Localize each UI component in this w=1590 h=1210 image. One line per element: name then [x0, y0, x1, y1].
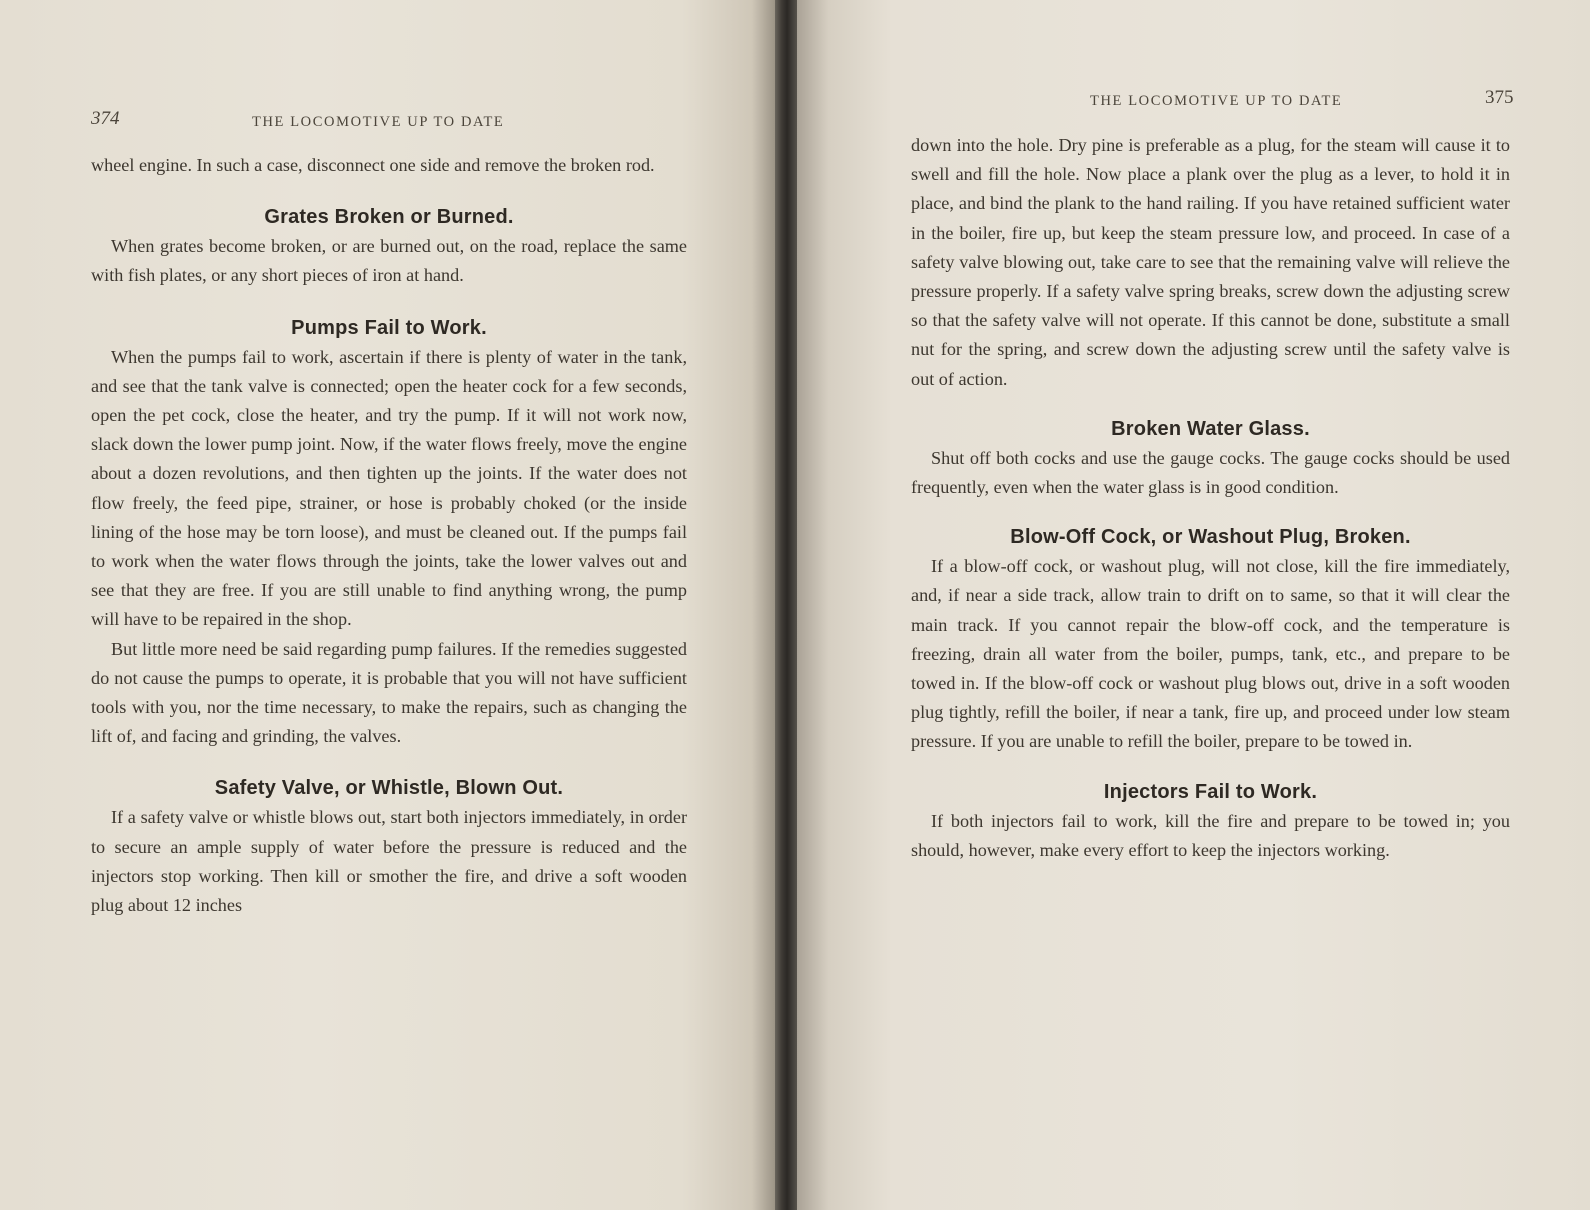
- right-running-head-title: THE LOCOMOTIVE UP TO DATE: [1090, 93, 1343, 109]
- left-page-body: [91, 151, 687, 920]
- section-paragraph-water-glass: Shut off both cocks and use the gauge cocks. The gauge cocks should be used frequently, even when the water glass is in good condition.: [911, 447, 1510, 498]
- left-page-number: 374: [91, 108, 120, 129]
- section-paragraph-safety-valve: If a safety valve or whistle blows out, start both injectors immediately, in order to secure an ample supply of water before the pressure is reduced and the injectors stop working. Then kill or smother the fire, and drive a soft wooden plug about 12 inches: [91, 807, 687, 916]
- left-page: [0, 0, 775, 1210]
- section-paragraph-blow-off-cock: If a blow-off cock, or washout plug, will not close, kill the fire immediately, and, if near a side track, allow train to drift on to same, so that it will clear the main track. If you cannot repair the blow-off cock, and the temperature is freezing, drain all water from the boiler, pumps, tank, etc., and prepare to be towed in. If the blow-off cock or washout plug blows out, drive in a soft wooden plug tightly, refill the boiler, if near a tank, fire up, and proceed under low steam pressure. If you are unable to refill the boiler, prepare to be towed in.: [911, 556, 1510, 752]
- section-paragraph-grates: When grates become broken, or are burned out, on the road, replace the same with fish plates, or any short pieces of iron at hand.: [91, 236, 687, 286]
- section-heading-grates: Grates Broken or Burned.: [264, 206, 514, 229]
- section-heading-blow-off-cock: Blow-Off Cock, or Washout Plug, Broken.: [1010, 526, 1411, 549]
- section-heading-safety-valve: Safety Valve, or Whistle, Blown Out.: [214, 777, 564, 800]
- right-opening-paragraph: down into the hole. Dry pine is preferable as a plug, for the steam will cause it to swell and fill the hole. Now place a plank over the plug as a lever, to hold it in place, and bind the plank to the hand railing. If you have retained sufficient water in the boiler, fire up, but keep the steam pressure low, and proceed. In case of a safety valve blowing out, take care to see that the remaining valve will relieve the pressure properly. If a safety valve spring breaks, screw down the adjusting screw so that the safety valve will not operate. If this cannot be done, substitute a small nut for the spring, and screw down the adjusting screw until the safety valve is out of action.: [911, 135, 1510, 389]
- section-paragraph-pumps-2: But little more need be said regarding pump failures. If the remedies suggested do not cause the pumps to operate, it is probable that you will not have sufficient tools with you, nor the time necessary, to make the repairs, such as changing the lift of, and facing and grinding, the valves.: [91, 638, 687, 747]
- section-heading-pumps: Pumps Fail to Work.: [291, 316, 487, 339]
- right-page-body: [911, 131, 1510, 865]
- section-heading-water-glass: Broken Water Glass.: [1111, 417, 1310, 440]
- right-page-number: 375: [1485, 87, 1514, 108]
- right-page: [797, 0, 1590, 1210]
- left-opening-paragraph: wheel engine. In such a case, disconnect one side and remove the broken rod.: [91, 155, 655, 175]
- left-running-head-title: THE LOCOMOTIVE UP TO DATE: [252, 114, 505, 130]
- section-heading-injectors: Injectors Fail to Work.: [1103, 780, 1318, 803]
- section-paragraph-injectors: If both injectors fail to work, kill the fire and prepare to be towed in; you should, however, make every effort to keep the injectors working.: [911, 810, 1510, 860]
- book-gutter: [775, 0, 797, 1210]
- section-paragraph-pumps-1: When the pumps fail to work, ascertain if there is plenty of water in the tank, and see that the tank valve is connected; open the heater cock for a few seconds, open the pet cock, close the heater, and try the pump. If it will not work now, slack down the lower pump joint. Now, if the water flows freely, move the engine about a dozen revolutions, and then tighten up the joints. If the water does not flow freely, the feed pipe, strainer, or hose is probably choked (or the inside lining of the hose may be torn loose), and must be cleaned out. If the pumps fail to work when the water flows through the joints, take the lower valves out and see that they are free. If you are still unable to find anything wrong, the pump will have to be repaired in the shop.: [91, 346, 687, 630]
